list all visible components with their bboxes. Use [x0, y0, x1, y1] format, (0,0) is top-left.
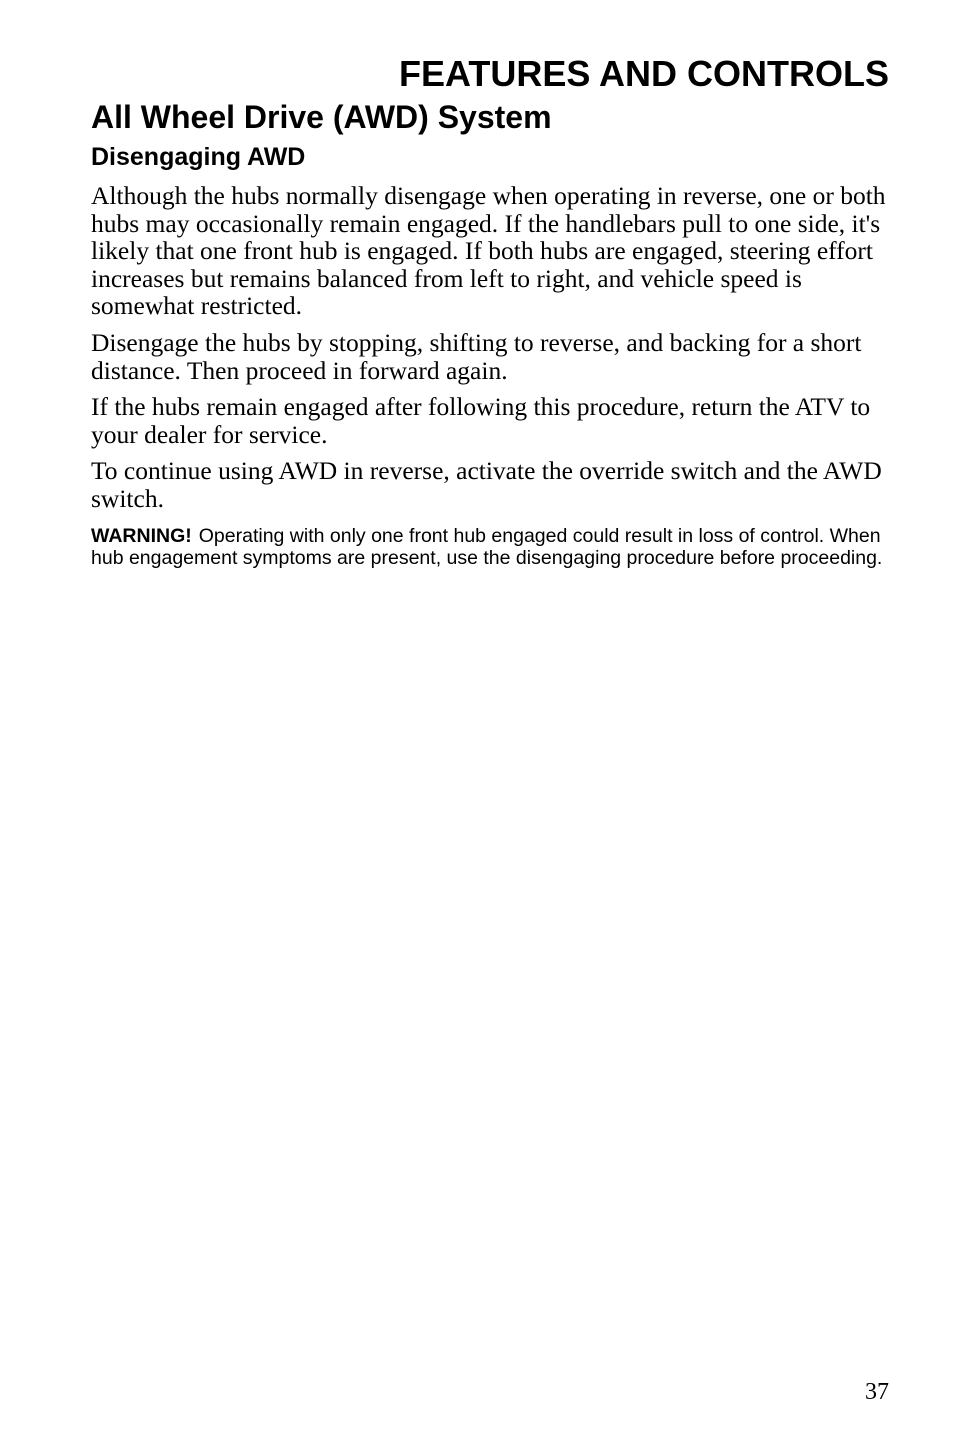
chapter-title: FEATURES AND CONTROLS	[399, 53, 889, 94]
manual-page	[91, 0, 891, 1454]
paragraph-awd-reverse: To continue using AWD in reverse, activate the override switch and the AWD switch.	[91, 456, 882, 513]
section-title: All Wheel Drive (AWD) System	[91, 99, 552, 135]
paragraph-dealer-service: If the hubs remain engaged after following this procedure, return the ATV to your dealer for service.	[91, 392, 871, 449]
subsection-title: Disengaging AWD	[91, 143, 306, 171]
paragraph-hub-symptoms: Although the hubs normally disengage when operating in reverse, one or both hubs may occasionally remain engaged. If the handlebars pull to one side, it's likely that one front hub is engaged. If both hubs are engaged, steering effort increases but remains balanced from left to right, and vehicle speed is somewhat restricted.	[91, 181, 886, 321]
warning-block	[91, 522, 891, 570]
page-number: 37	[865, 1379, 889, 1405]
warning-label: WARNING!	[91, 524, 192, 547]
warning-text: Operating with only one front hub engaged could result in loss of control. When hub engagement symptoms are present, use the disengaging procedure before proceeding.	[91, 524, 883, 570]
body-text	[91, 182, 891, 570]
paragraph-disengage-procedure: Disengage the hubs by stopping, shifting to reverse, and backing for a short distance. Then proceed in forward again.	[91, 327, 862, 385]
